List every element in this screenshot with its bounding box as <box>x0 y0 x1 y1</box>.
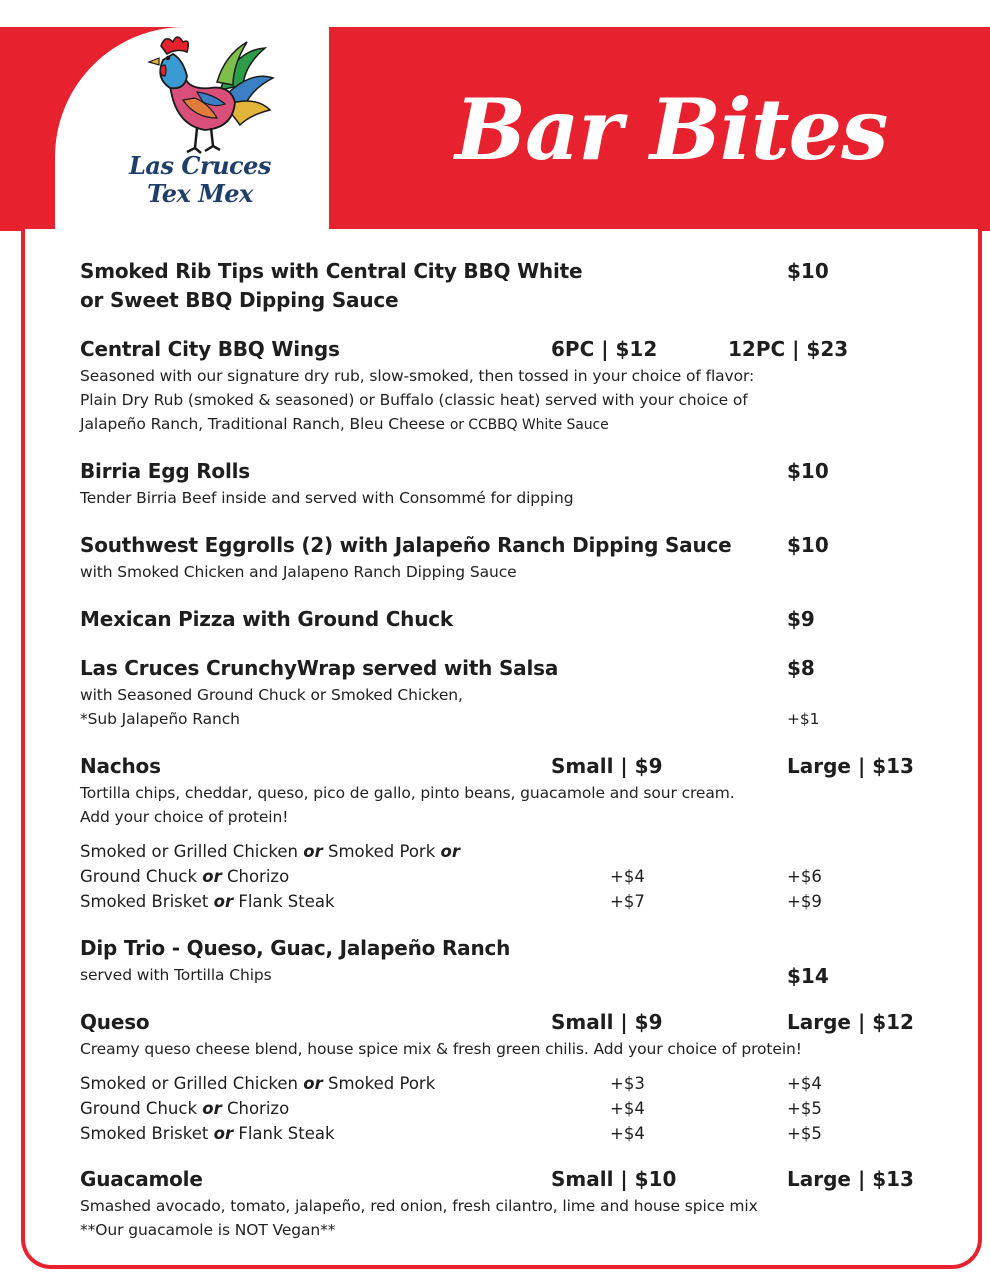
protein-or: or <box>303 842 323 861</box>
protein-option <box>80 1096 940 1121</box>
addon-label: *Sub Jalapeño Ranch <box>80 710 240 728</box>
desc-part: Jalapeño Ranch, Traditional Ranch, Bleu Cheese <box>80 415 445 433</box>
protein-price-small: +$7 <box>610 892 645 911</box>
menu-item-pizza <box>80 605 940 654</box>
protein-price-large: +$9 <box>787 892 822 911</box>
protein-price-large: +$4 <box>787 1074 822 1093</box>
protein-text: Smoked or Grilled Chicken <box>80 1074 304 1093</box>
item-description: Smashed avocado, tomato, jalapeño, red onion, fresh cilantro, lime and house spice mix <box>80 1197 758 1215</box>
protein-price-small: +$4 <box>610 867 645 886</box>
menu-item-southwest <box>80 531 940 605</box>
item-name: Las Cruces CrunchyWrap served with Salsa <box>80 656 559 680</box>
addon-price: +$1 <box>787 710 820 728</box>
protein-or: or <box>303 1074 323 1093</box>
desc-part-small: or CCBBQ White Sauce <box>449 417 609 433</box>
item-name: Mexican Pizza with Ground Chuck <box>80 607 454 631</box>
logo-text <box>125 152 275 208</box>
protein-or: or <box>202 867 222 886</box>
menu-item-rib-tips <box>80 257 940 335</box>
item-description <box>80 707 940 731</box>
item-price-large: Large | $13 <box>787 754 914 778</box>
item-price-small: Small | $10 <box>551 1167 677 1191</box>
protein-text: Chorizo <box>221 1099 290 1118</box>
item-name-cont: or Sweet BBQ Dipping Sauce <box>80 288 399 312</box>
protein-or: or <box>440 842 460 861</box>
menu-item-nachos <box>80 752 940 934</box>
item-name: Dip Trio - Queso, Guac, Jalapeño Ranch <box>80 936 511 960</box>
logo-line-2: Tex Mex <box>147 179 253 208</box>
item-price-large: Large | $13 <box>787 1167 914 1191</box>
item-name: Birria Egg Rolls <box>80 459 250 483</box>
protein-text: Flank Steak <box>233 1124 335 1143</box>
item-description: Add your choice of protein! <box>80 808 289 826</box>
item-price: $14 <box>787 964 829 988</box>
protein-text: Smoked or Grilled Chicken <box>80 842 304 861</box>
protein-text: Smoked Brisket <box>80 892 214 911</box>
protein-text: Smoked Pork <box>322 842 441 861</box>
item-price: $10 <box>787 533 829 557</box>
item-price-small: 6PC | $12 <box>551 337 658 361</box>
item-description: Tender Birria Beef inside and served with Consommé for dipping <box>80 489 574 507</box>
logo-line-1: Las Cruces <box>129 151 271 180</box>
item-description: with Smoked Chicken and Jalapeno Ranch Dipping Sauce <box>80 563 517 581</box>
protein-price-small: +$4 <box>610 1099 645 1118</box>
protein-text: Ground Chuck <box>80 1099 203 1118</box>
protein-text: Smoked Pork <box>322 1074 436 1093</box>
protein-price-large: +$5 <box>787 1124 822 1143</box>
item-price-small: Small | $9 <box>551 754 663 778</box>
item-description: **Our guacamole is NOT Vegan** <box>80 1221 336 1239</box>
item-price: $9 <box>787 607 815 631</box>
item-price: $8 <box>787 656 815 680</box>
item-description: served with Tortilla Chips <box>80 966 272 984</box>
logo <box>125 30 275 215</box>
protein-option <box>80 1121 940 1146</box>
item-price-large: 12PC | $23 <box>728 337 849 361</box>
protein-option <box>80 864 940 889</box>
item-description: Seasoned with our signature dry rub, slow-smoked, then tossed in your choice of flavor: <box>80 367 755 385</box>
protein-text: Chorizo <box>221 867 290 886</box>
menu-item-crunchywrap <box>80 654 940 752</box>
menu-item-dip-trio <box>80 934 940 1008</box>
item-description: Creamy queso cheese blend, house spice mix & fresh green chilis. Add your choice of protein! <box>80 1040 802 1058</box>
item-name: Queso <box>80 1010 150 1034</box>
item-name: Smoked Rib Tips with Central City BBQ White <box>80 259 583 283</box>
protein-or: or <box>213 1124 234 1143</box>
page-title: Bar Bites <box>455 80 888 179</box>
item-price: $10 <box>787 459 829 483</box>
protein-or: or <box>202 1099 222 1118</box>
menu-item-queso <box>80 1008 940 1165</box>
item-name: Central City BBQ Wings <box>80 337 340 361</box>
protein-option <box>80 1071 940 1096</box>
protein-price-small: +$4 <box>610 1124 645 1143</box>
protein-option <box>80 839 940 864</box>
item-price-large: Large | $12 <box>787 1010 914 1034</box>
item-name: Guacamole <box>80 1167 203 1191</box>
protein-price-small: +$3 <box>610 1074 645 1093</box>
menu-item-guacamole <box>80 1165 940 1245</box>
menu-list <box>80 257 940 1245</box>
protein-or: or <box>213 892 234 911</box>
protein-price-large: +$6 <box>787 867 822 886</box>
item-name: Southwest Eggrolls (2) with Jalapeño Ranch Dipping Sauce <box>80 533 732 557</box>
protein-text: Flank Steak <box>233 892 335 911</box>
item-description: Tortilla chips, cheddar, queso, pico de gallo, pinto beans, guacamole and sour cream. <box>80 784 735 802</box>
protein-option <box>80 889 940 914</box>
item-name: Nachos <box>80 754 161 778</box>
item-description: with Seasoned Ground Chuck or Smoked Chicken, <box>80 686 463 704</box>
rooster-icon <box>125 30 275 155</box>
menu-item-wings <box>80 335 940 457</box>
item-price-small: Small | $9 <box>551 1010 663 1034</box>
menu-item-birria <box>80 457 940 531</box>
item-price: $10 <box>787 259 829 283</box>
protein-price-large: +$5 <box>787 1099 822 1118</box>
item-description: Plain Dry Rub (smoked & seasoned) or Buffalo (classic heat) served with your choice of <box>80 391 748 409</box>
item-description <box>80 412 940 437</box>
protein-text: Smoked Brisket <box>80 1124 214 1143</box>
protein-text: Ground Chuck <box>80 867 203 886</box>
